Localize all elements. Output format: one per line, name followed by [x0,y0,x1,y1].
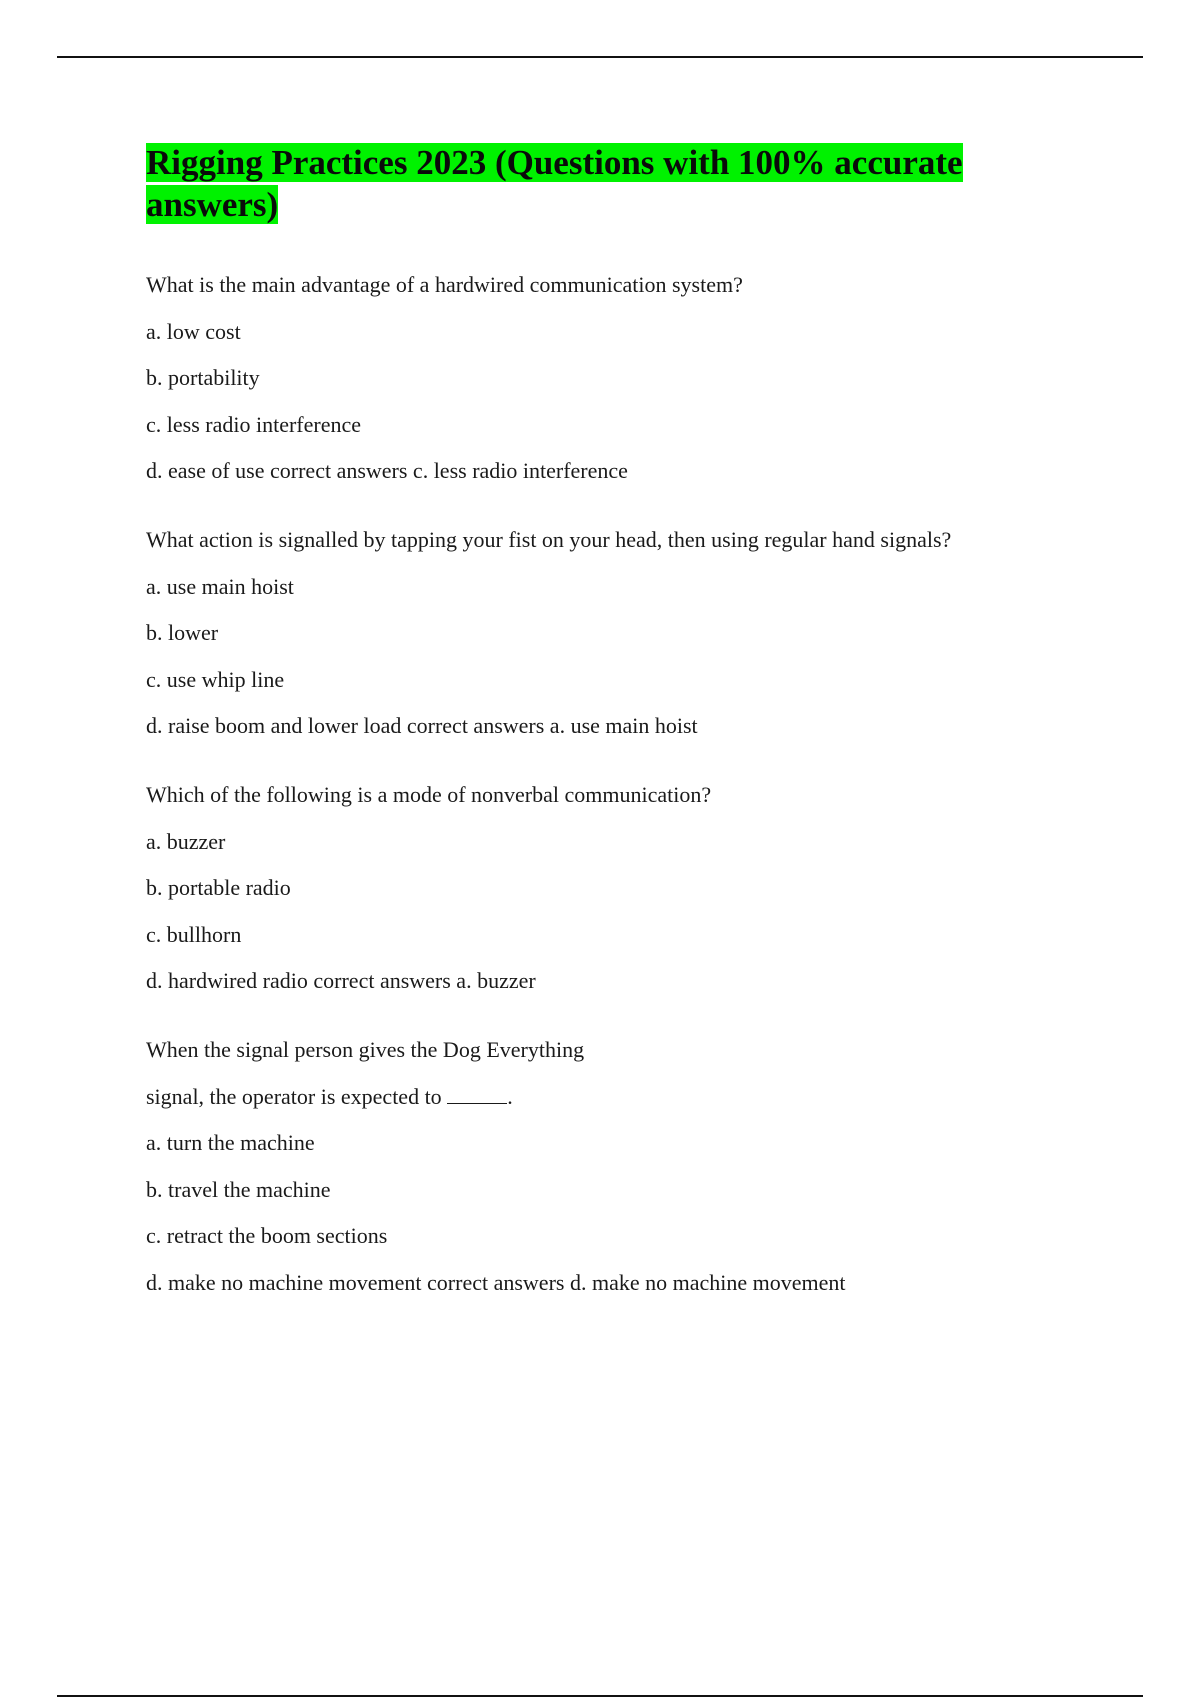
question-2 [146,527,1046,738]
question-prompt: What is the main advantage of a hardwired communication system? [146,272,743,297]
title-highlight: Rigging Practices 2023 (Questions with 100% accurate answers) [146,143,963,224]
answer-option: b. travel the machine [146,1176,331,1202]
fill-in-blank [447,1085,507,1104]
answer-option-with-answer: d. ease of use correct answers c. less radio interference [146,458,628,483]
document-title [146,142,1006,226]
footer-rule [57,1695,1143,1697]
answer-option-with-answer: d. make no machine movement correct answers d. make no machine movement [146,1269,846,1295]
answer-option: a. buzzer [146,828,226,854]
question-4 [146,1037,1046,1295]
answer-option-with-answer: d. hardwired radio correct answers a. buzzer [146,968,536,993]
question-list [146,272,1046,1295]
question-prompt-continued [146,1084,1046,1109]
answer-option: c. retract the boom sections [146,1223,388,1248]
answer-option-with-answer: d. raise boom and lower load correct answers a. use main hoist [146,713,698,738]
answer-option: c. use whip line [146,666,285,692]
answer-option: a. use main hoist [146,573,294,599]
answer-option: b. lower [146,620,219,645]
answer-option: b. portable radio [146,875,291,900]
document-page [146,142,1046,1339]
prompt-text: signal, the operator is expected to [146,1083,442,1109]
question-prompt: When the signal person gives the Dog Everything [146,1037,585,1062]
prompt-period: . [507,1083,513,1109]
answer-option: a. low cost [146,318,241,344]
answer-option: a. turn the machine [146,1130,315,1155]
header-rule [57,56,1143,58]
question-3 [146,782,1046,993]
answer-option: c. less radio interference [146,411,361,437]
answer-option: c. bullhorn [146,921,242,947]
question-1 [146,272,1046,483]
question-prompt: Which of the following is a mode of nonverbal communication? [146,782,712,807]
answer-option: b. portability [146,365,260,390]
question-prompt: What action is signalled by tapping your fist on your head, then using regular hand signals? [146,527,952,552]
